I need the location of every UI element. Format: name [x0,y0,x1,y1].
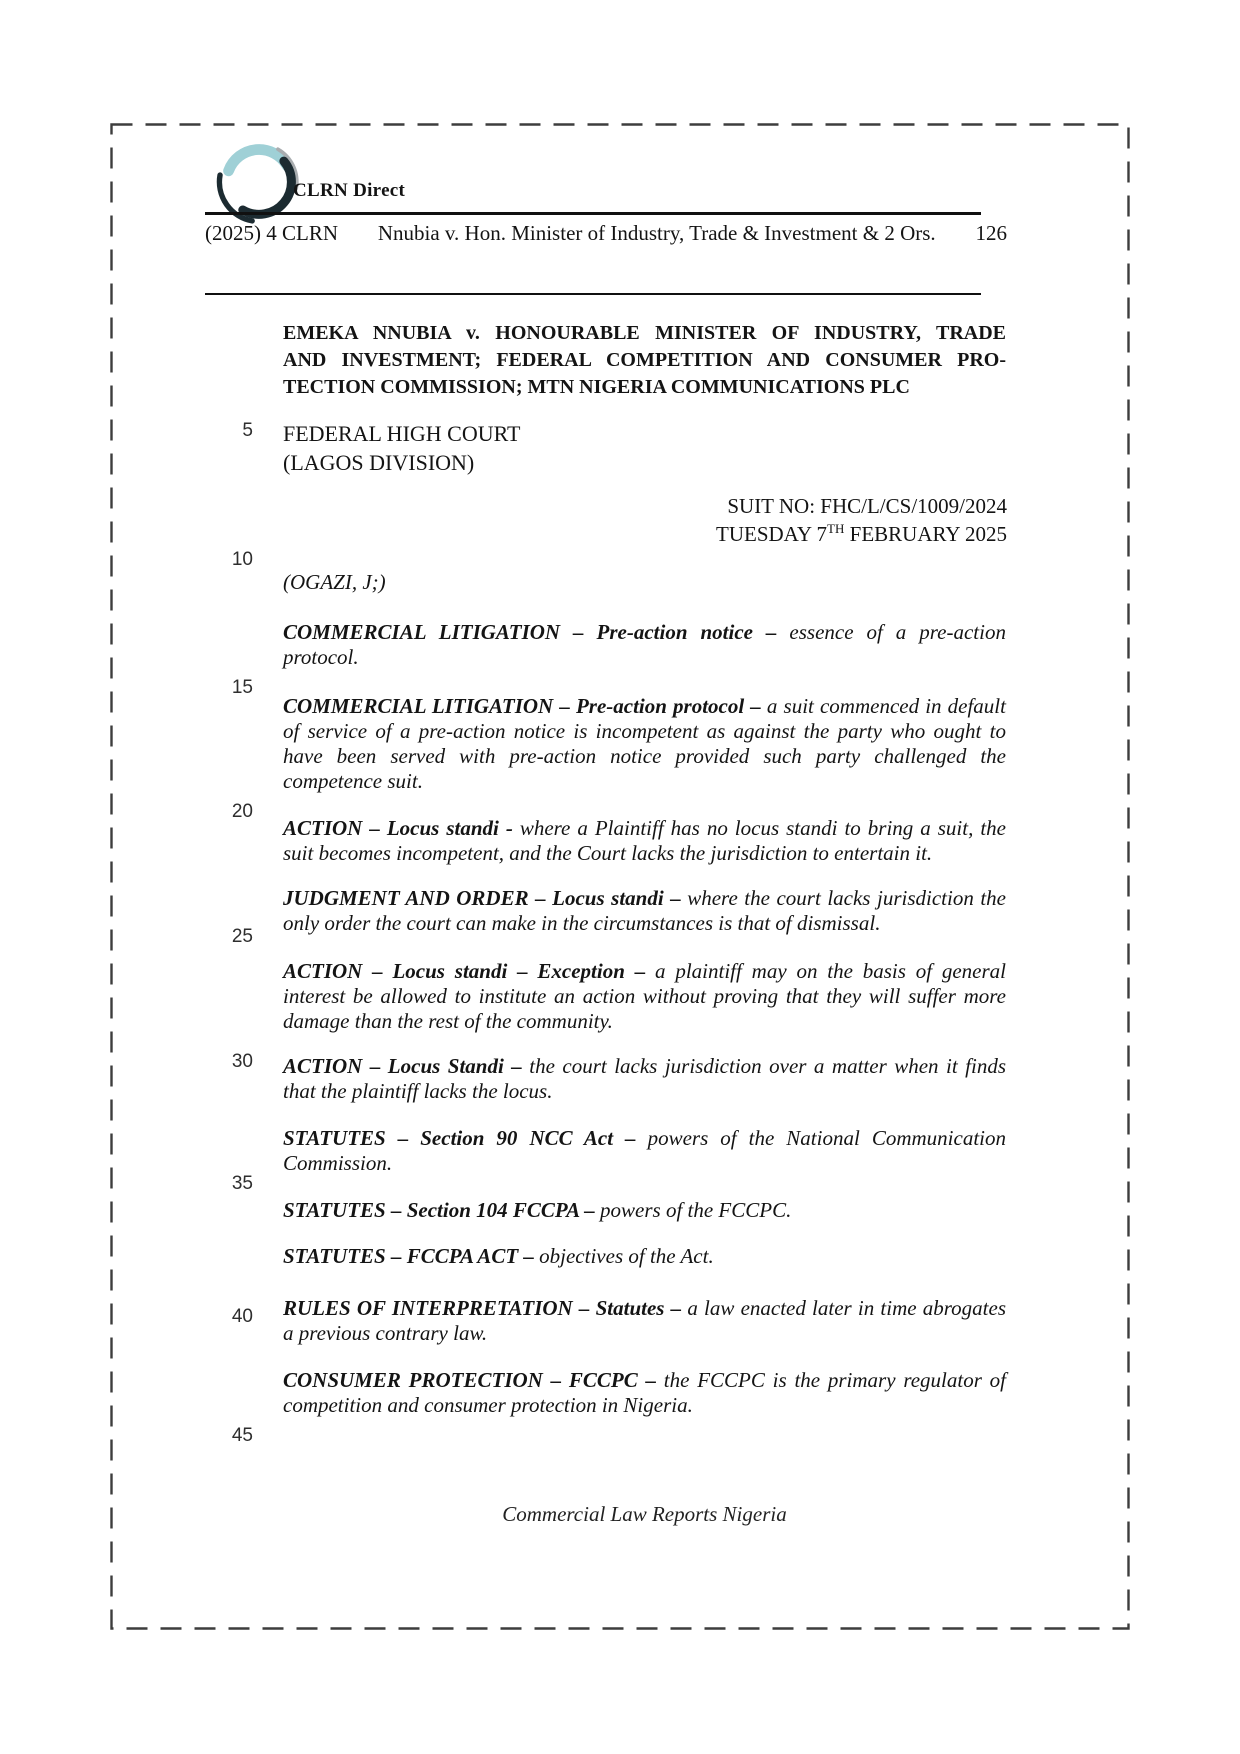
catchnote-text: powers of the FCCPC. [600,1198,792,1222]
header-page-number: 126 [975,221,1007,245]
margin-line-number: 20 [231,801,253,822]
catchnote-catchwords: STATUTES – Section 90 NCC Act – [283,1126,648,1150]
catchnote [283,694,1006,794]
catchnote-text: a suit commenced in default of service of a pre-action notice is incompetent as against the party who ought to have been served with pre-action notice provided such party challenged the competence suit. [283,694,1006,793]
date-ordinal: TH [827,521,845,536]
catchnote-text: objectives of the Act. [539,1244,714,1268]
catchnote [283,1198,1006,1223]
catchnote-catchwords: JUDGMENT AND ORDER – Locus standi – [283,886,688,910]
hearing-date: TUESDAY 7TH FEBRUARY 2025 [716,521,1007,546]
header-case-name: Nnubia v. Hon. Minister of Industry, Trade & Investment & 2 Ors. [377,221,936,245]
catchnote [283,620,1006,670]
catchnote-text: where the court lacks jurisdiction the only order the court can make in the circumstances is that of dismissal. [283,886,1006,935]
court-name: FEDERAL HIGH COURT [283,421,521,446]
catchnote-catchwords: STATUTES – FCCPA ACT – [283,1244,540,1268]
catchnote-text: a law enacted later in time abrogates a previous contrary law. [283,1296,1006,1345]
header-citation: (2025) 4 CLRN [205,221,338,245]
catchnote-catchwords: CONSUMER PROTECTION – FCCPC – [283,1368,664,1392]
catchnote-text: essence of a pre-action protocol. [283,620,1006,669]
catchnote-text: the FCCPC is the primary regulator of competition and consumer protection in Nigeria. [283,1368,1006,1417]
catchnote-text: where a Plaintiff has no locus standi to bring a suit, the suit becomes incompetent, and the Court lacks the jurisdiction to entertain it. [283,816,1006,865]
margin-line-number: 35 [231,1173,253,1194]
header-rule-bottom [205,293,981,295]
catchnote [283,1054,1006,1104]
suit-number: SUIT NO: FHC/L/CS/1009/2024 [727,494,1007,518]
margin-line-number: 25 [231,926,253,947]
catchnote-catchwords: ACTION – Locus standi – Exception – [283,959,656,983]
catchnote [283,1126,1006,1176]
catchnote-text: a plaintiff may on the basis of general interest be allowed to institute an action without proving that they will suffer more damage than the rest of the community. [283,959,1006,1033]
footer-publication-name: Commercial Law Reports Nigeria [502,1502,787,1526]
margin-line-number: 30 [231,1051,253,1072]
catchnote [283,816,1006,866]
catchnote-catchwords: RULES OF INTERPRETATION – Statutes – [283,1296,688,1320]
catchnote [283,1296,1006,1346]
catchnote-text: the court lacks jurisdiction over a matter when it finds that the plaintiff lacks the locus. [283,1054,1007,1103]
margin-line-number: 5 [242,420,253,441]
catchnote-catchwords: ACTION – Locus standi - [283,816,520,840]
catchnote-catchwords: COMMERCIAL LITIGATION – Pre-action notice – [283,620,790,644]
header-rule-top [205,212,981,215]
court-division: (LAGOS DIVISION) [283,450,475,475]
catchnote [283,959,1006,1034]
case-title-line: TECTION COMMISSION; MTN NIGERIA COMMUNICATIONS PLC [283,376,910,398]
court-block [283,419,520,477]
clrn-logo-icon [214,129,304,233]
running-header [205,221,1007,246]
case-title-line: EMEKA NNUBIA v. HONOURABLE MINISTER OF INDUSTRY, TRADE [283,322,1006,344]
catchnote-catchwords: ACTION – Locus Standi – [283,1054,530,1078]
margin-line-number: 15 [231,677,253,698]
margin-line-number: 45 [231,1425,253,1446]
catchnote-text: powers of the National Communication Commission. [283,1126,1006,1175]
catchnote-catchwords: COMMERCIAL LITIGATION – Pre-action protocol – [283,694,767,718]
brand-name: CLRN Direct [293,180,406,201]
catchnote [283,1244,1006,1269]
case-title-line: AND INVESTMENT; FEDERAL COMPETITION AND CONSUMER PRO- [283,349,1006,371]
catchnote-catchwords: STATUTES – Section 104 FCCPA – [283,1198,601,1222]
case-title [283,320,1006,401]
catchnote [283,886,1006,936]
margin-line-number: 40 [231,1306,253,1327]
suit-info [500,492,1007,548]
catchnote [283,1368,1006,1418]
margin-line-number: 10 [231,549,253,570]
judge-name: (OGAZI, J;) [283,570,386,594]
